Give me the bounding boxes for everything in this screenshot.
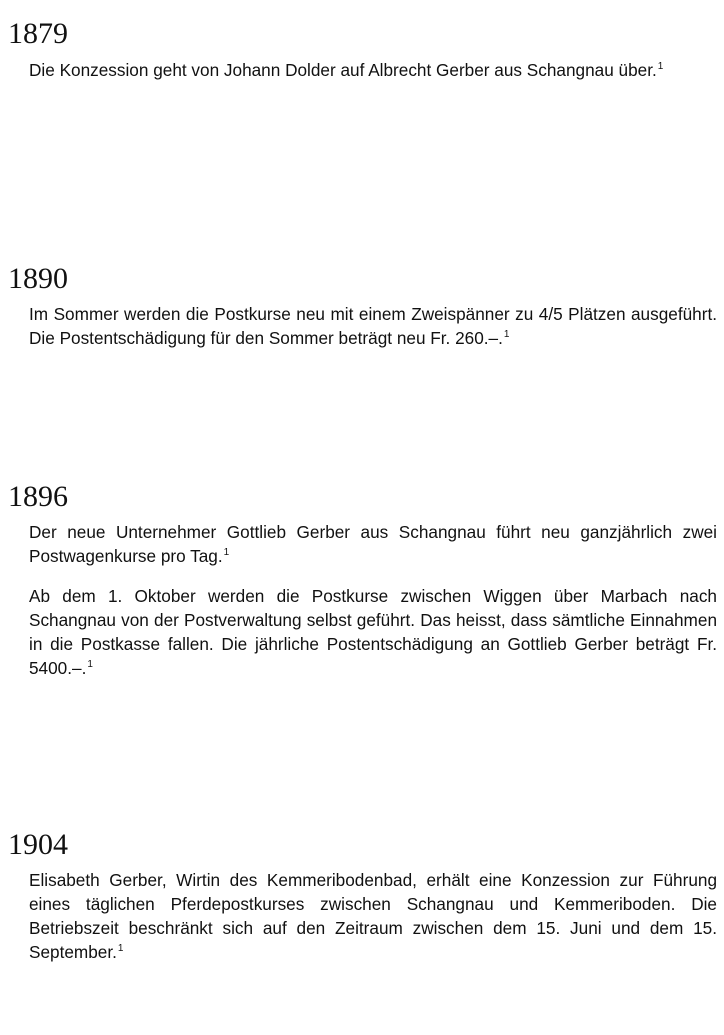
paragraph-text: Im Sommer werden die Postkurse neu mit einem Zweispänner zu 4/5 Plätzen ausgeführt. Die Postentschädigung für den Sommer beträgt neu Fr. 260.–. [29, 304, 717, 348]
paragraph-text: Die Konzession geht von Johann Dolder auf Albrecht Gerber aus Schangnau über. [29, 60, 657, 80]
entry-paragraph [29, 58, 717, 82]
footnote-marker: 1 [87, 659, 93, 670]
footnote-marker: 1 [657, 61, 664, 72]
footnote-marker: 1 [223, 547, 230, 558]
paragraph-text: Ab dem 1. Oktober werden die Postkurse zwischen Wiggen über Marbach nach Schangnau von der Postverwaltung selbst geführt. Das heisst, dass sämtliche Einnahmen in die Postkasse fallen. Die jährliche Postentschädigung an Gottlieb Gerber beträgt Fr. 5400.–. [29, 586, 717, 678]
paragraph-text: Elisabeth Gerber, Wirtin des Kemmeribodenbad, erhält eine Konzession zur Führung eines täglichen Pferdepostkurses zwischen Schangnau und Kemmeriboden. Die Betriebszeit beschränkt sich auf den Zeitraum zwischen dem 15. Juni und dem 15. September. [29, 870, 717, 962]
entry-paragraph [29, 302, 717, 350]
footnote-marker: 1 [117, 943, 124, 954]
year-heading: 1879 [8, 17, 68, 50]
entry-paragraph [29, 520, 717, 568]
year-heading: 1896 [8, 480, 68, 513]
footnote-marker: 1 [503, 329, 510, 340]
entry-paragraph [29, 868, 717, 964]
year-heading: 1904 [8, 828, 68, 861]
paragraph-text: Der neue Unternehmer Gottlieb Gerber aus Schangnau führt neu ganzjährlich zwei Postwagenkurse pro Tag. [29, 522, 717, 566]
entry-paragraph [29, 584, 717, 680]
year-heading: 1890 [8, 262, 68, 295]
